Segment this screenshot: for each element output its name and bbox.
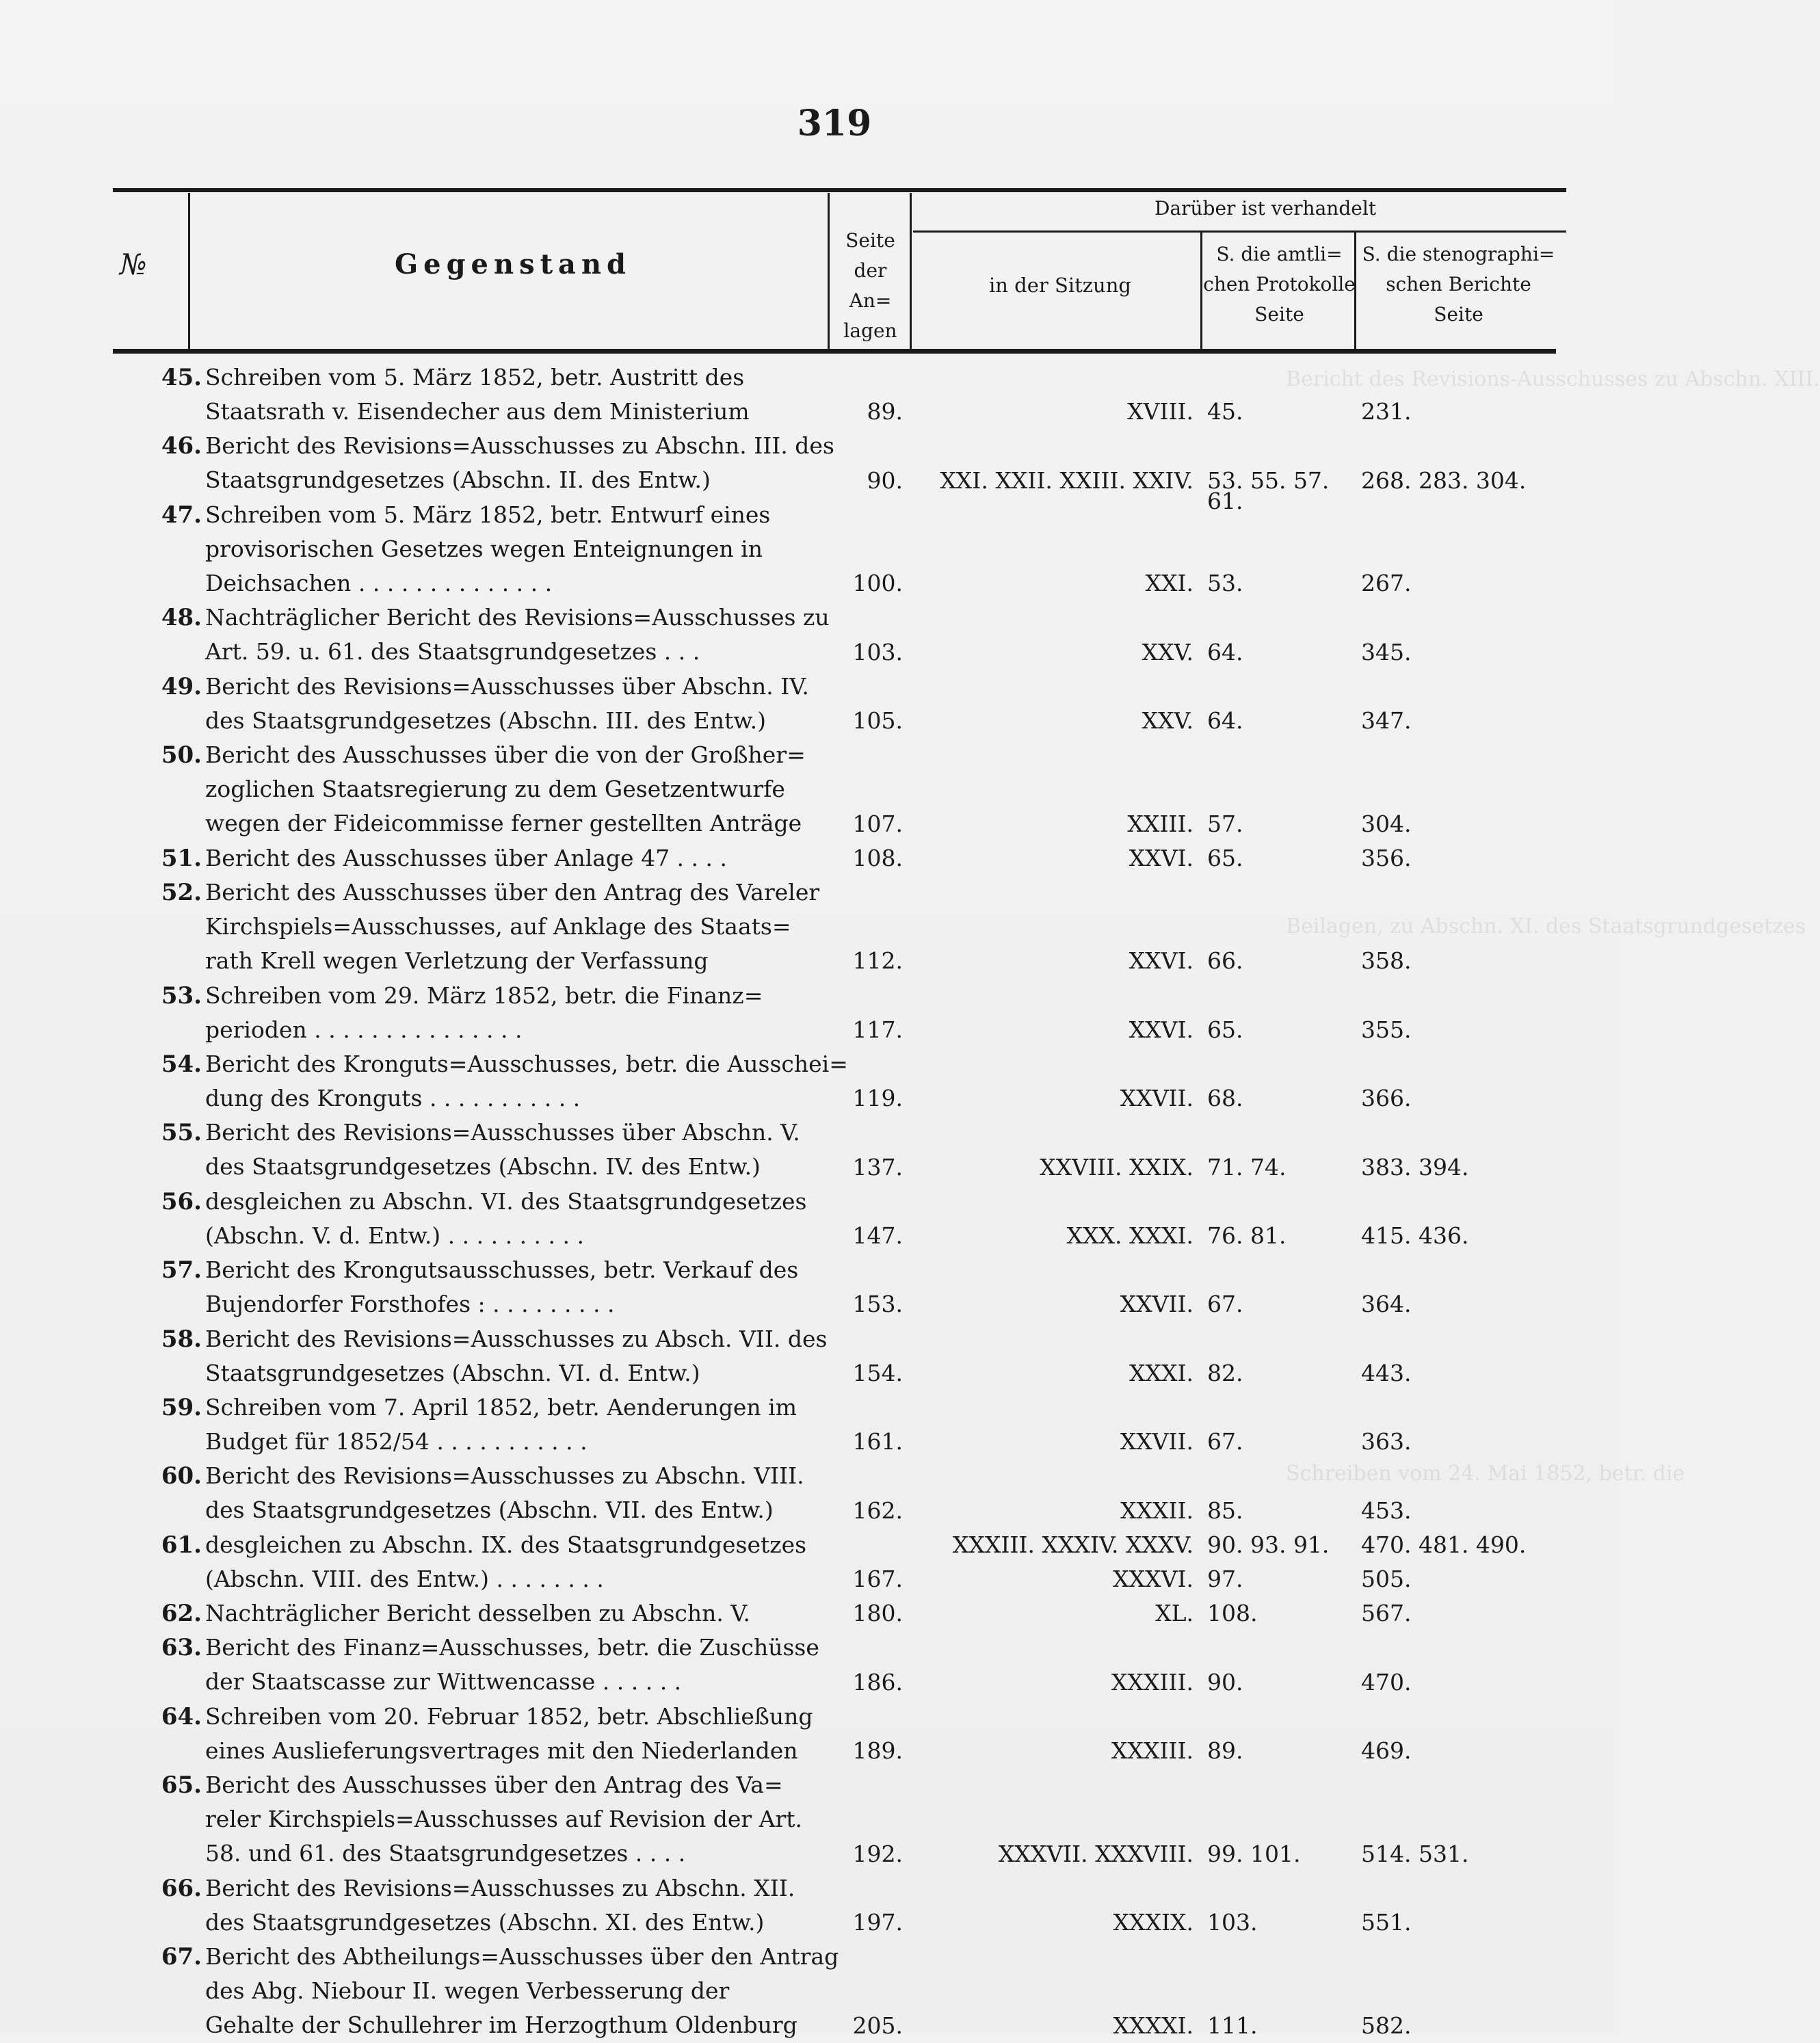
subject-line: 58. und 61. des Staatsgrundgesetzes . . . . — [205, 1840, 686, 1867]
seite-anlagen-cell: 205. — [852, 2012, 903, 2039]
sitzung-cell: XXVII. — [1120, 1428, 1193, 1455]
sitzung-cell: XXX. XXXI. — [1066, 1222, 1193, 1249]
steno-cell-cont: 505. — [1361, 1565, 1412, 1592]
seite-anlagen-cell: 186. — [852, 1668, 903, 1696]
sitzung-cell: XXXIII. — [1111, 1668, 1193, 1696]
entry-subject — [205, 429, 834, 497]
sitzung-cell: XXVIII. XXIX. — [1040, 1153, 1193, 1181]
protokolle-cell: 65. — [1207, 1016, 1243, 1043]
subject-line: Bericht des Revisions=Ausschusses über Abschn. IV. — [205, 672, 809, 700]
entry-number: 63. — [161, 1634, 202, 1662]
entry-number: 64. — [161, 1702, 202, 1730]
entry-number: 60. — [161, 1462, 202, 1490]
protokolle-cell: 68. — [1207, 1085, 1243, 1112]
protokolle-cell: 90. 93. 91. — [1207, 1531, 1330, 1558]
entry-number: 50. — [161, 741, 202, 769]
subject-line: Bericht des Revisions=Ausschusses zu Abschn. XII. — [205, 1874, 795, 1901]
protokolle-cell: 66. — [1207, 947, 1243, 975]
seite-anlagen-cell: 105. — [852, 707, 903, 734]
subject-line: des Staatsgrundgesetzes (Abschn. VII. des Entw.) — [205, 1497, 774, 1524]
subject-line: perioden . . . . . . . . . . . . . . . — [205, 1016, 523, 1043]
entry-subject — [205, 1253, 814, 1321]
header-steno: S. die stenographi= schen Berichte Seite — [1362, 243, 1555, 326]
page-number: 319 — [797, 103, 872, 144]
sitzung-cell: XXXVII. XXXVIII. — [998, 1840, 1193, 1867]
subject-line: desgleichen zu Abschn. VI. des Staatsgrundgesetzes — [205, 1187, 807, 1215]
entry-number: 47. — [161, 501, 202, 529]
seite-anlagen-cell: 189. — [852, 1737, 903, 1764]
subject-line: provisorischen Gesetzes wegen Enteignungen in — [205, 535, 763, 562]
entry-number: 59. — [161, 1394, 202, 1421]
protokolle-cell: 57. — [1207, 810, 1243, 837]
protokolle-cell: 82. — [1207, 1359, 1243, 1386]
subject-line: Bericht des Revisions=Ausschusses über Abschn. V. — [205, 1119, 800, 1146]
subject-line: Schreiben vom 29. März 1852, betr. die Finanz= — [205, 981, 763, 1009]
seite-anlagen-cell: 137. — [852, 1153, 903, 1181]
seite-anlagen-cell: 89. — [867, 398, 903, 425]
subject-line: Bericht des Revisions=Ausschusses zu Absch. VII. des — [205, 1325, 828, 1352]
sitzung-cell: XXVI. — [1129, 1016, 1193, 1043]
subject-line: Bericht des Finanz=Ausschusses, betr. die Zuschüsse — [205, 1634, 819, 1661]
entry-subject — [205, 979, 814, 1047]
entry-subject — [205, 1185, 814, 1253]
header-nr: № — [120, 248, 147, 281]
seite-anlagen-cell: 161. — [852, 1428, 903, 1455]
subject-line: Staatsgrundgesetzes (Abschn. VI. d. Entw.) — [205, 1359, 700, 1386]
sitzung-cell: XXXII. — [1120, 1497, 1193, 1524]
sitzung-cell: XXXI. — [1129, 1359, 1193, 1386]
steno-cell: 443. — [1361, 1359, 1412, 1386]
subject-line: Bericht des Ausschusses über den Antrag des Va= — [205, 1771, 783, 1799]
seite-anlagen-cell: 117. — [852, 1016, 903, 1043]
seite-anlagen-cell: 90. — [867, 466, 903, 494]
sitzung-cell: XXXIX. — [1113, 1908, 1193, 1936]
steno-cell: 358. — [1361, 947, 1412, 975]
subject-line: Bericht des Revisions=Ausschusses zu Abschn. VIII. — [205, 1462, 804, 1490]
sitzung-cell: XL. — [1155, 1600, 1193, 1627]
subject-line: des Staatsgrundgesetzes (Abschn. IV. des Entw.) — [205, 1153, 761, 1181]
seite-anlagen-cell: 112. — [852, 947, 903, 975]
subject-line: wegen der Fideicommisse ferner gestellten Anträge — [205, 810, 802, 837]
seite-anlagen-cell: 108. — [852, 844, 903, 871]
protokolle-cell: 67. — [1207, 1428, 1243, 1455]
steno-cell: 567. — [1361, 1600, 1412, 1627]
subject-line: Bericht des Ausschusses über Anlage 47 . . . . — [205, 844, 727, 871]
seite-anlagen-cell: 119. — [852, 1085, 903, 1112]
steno-cell: 363. — [1361, 1428, 1412, 1455]
sitzung-cell-cont: XXXVI. — [1113, 1565, 1193, 1592]
entry-number: 48. — [161, 604, 202, 632]
protokolle-cell: 90. — [1207, 1668, 1243, 1696]
subject-line: Schreiben vom 5. März 1852, betr. Austritt des — [205, 364, 745, 391]
header-seite-anlagen: Seite der An= lagen — [843, 229, 897, 342]
entry-subject — [205, 1940, 839, 2042]
column-divider — [188, 193, 190, 349]
entry-number: 61. — [161, 1531, 202, 1559]
subject-line: Bericht des Krongutsausschusses, betr. Verkauf des — [205, 1256, 799, 1284]
entry-subject — [205, 1528, 814, 1596]
header-gegenstand: Gegenstand — [394, 248, 632, 280]
subject-line: Bericht des Kronguts=Ausschusses, betr. die Ausschei= — [205, 1051, 848, 1077]
steno-cell: 231. — [1361, 398, 1412, 425]
column-divider — [828, 193, 830, 349]
sitzung-cell: XXVII. — [1120, 1085, 1193, 1112]
entry-number: 65. — [161, 1771, 202, 1800]
sitzung-cell: XXXXI. — [1113, 2012, 1193, 2039]
header-protokolle: S. die amtli= chen Protokolle Seite — [1203, 243, 1356, 326]
entry-subject — [205, 1116, 814, 1184]
protokolle-cell: 85. — [1207, 1497, 1243, 1524]
subject-line: Bericht des Ausschusses über die von der Großher= — [205, 741, 806, 769]
protokolle-cell: 111. — [1207, 2012, 1258, 2039]
sitzung-cell: XXVI. — [1129, 947, 1193, 975]
subject-line: Budget für 1852/54 . . . . . . . . . . . — [205, 1428, 588, 1455]
top-rule — [113, 188, 1566, 192]
protokolle-cell: 64. — [1207, 638, 1243, 665]
subject-line: eines Auslieferungsvertrages mit den Niederlanden — [205, 1737, 798, 1764]
seite-anlagen-cell: 153. — [852, 1291, 903, 1318]
subject-line: Nachträglicher Bericht desselben zu Abschn. V. — [205, 1600, 750, 1627]
protokolle-cell: 71. 74. — [1207, 1153, 1287, 1181]
steno-cell: 383. 394. — [1361, 1153, 1469, 1181]
entry-subject — [205, 1700, 814, 1768]
sitzung-cell: XXXIII. — [1111, 1737, 1193, 1764]
protokolle-cell: 64. — [1207, 707, 1243, 734]
entry-number: 56. — [161, 1187, 202, 1215]
document-page: Bericht des Revisions-Ausschusses zu Abschn. XIII. Beilagen, zu Abschn. XI. des Staatsgrundgesetzes Schreiben vom 24. Mai 1852, betr. die 319 № Gegenstand Seite der An= lagen Darüber ist verhandelt in der Sitzung S. die amtli= chen Protokolle Seite S. die stenographi= schen Berichte Seite 45. Schreiben vom 5. März 1852, betr. Austritt des Staatsrath v. Eisendecher aus dem Ministerium 89. XVIII. 45. 231. 46. Bericht des Revisions=Ausschusses zu Abschn. III. des Staatsgrundgesetzes (Abschn. II. des Entw.) 90. XXI. XXII. XXIII. XXIV. 53. 55. 57. 61. 268. 283. 304. 47. Schreiben vom 5. März 1852, betr. Entwurf eines provisorischen Gesetzes wegen Enteignungen in Deichsachen . . . . . . . . . . . . . . 100. XXI. 53. 267. 48. Nachträglicher Bericht des Revisions=Ausschusses zu Art. 59. u. 61. des Staatsgrundgesetzes . . . 103. XXV. 64. 345. 49. Bericht des Revisions=Ausschusses über Abschn. IV. des Staatsgrundgesetzes (Abschn. III. des Entw.) 105. XXV. 64. 347. 50. Bericht des Ausschusses über die von der Großher= zoglichen Staatsregierung zu dem Gesetzentwurfe wegen der Fideicommisse ferner gestellten Anträge 107. XXIII. 57. 304. 51. Bericht des Ausschusses über Anlage 47 . . . . 108. XXVI. 65. 356. 52. Bericht des Ausschusses über den Antrag des Vareler Kirchspiels=Ausschusses, auf Anklage des Staats= rath Krell wegen Verletzung der Verfassung 112. XXVI. 66. 358. 53. Schreiben vom 29. März 1852, betr. die Finanz= perioden . . . . . . . . . . . . . . . 117. XXVI. 65. 355. 54. Bericht des Kronguts=Ausschusses, betr. die Ausschei= dung des Kronguts . . . . . . . . . . . 119. XXVII. 68. 366. 55. Bericht des Revisions=Ausschusses über Abschn. V. des Staatsgrundgesetzes (Abschn. IV. des Entw.) 137. XXVIII. XXIX. 71. 74. 383. 394. 56. desgleichen zu Abschn. VI. des Staatsgrundgesetzes (Abschn. V. d. Entw.) . . . . . . . . . . 147. XXX. XXXI. 76. 81. 415. 436. 57. Bericht des Krongutsausschusses, betr. Verkauf des Bujendorfer Forsthofes : . . . . . . . . . 153. XXVII. 67. 364. 58. Bericht des Revisions=Ausschusses zu Absch. VII. des Staatsgrundgesetzes (Abschn. VI. d. Entw.) 154. XXXI. 82. 443. 59. Schreiben vom 7. April 1852, betr. Aenderungen im Budget für 1852/54 . . . . . . . . . . . 161. XXVII. 67. 363. 60. Bericht des Revisions=Ausschusses zu Abschn. VIII. des Staatsgrundgesetzes (Abschn. VII. des Entw.) 162. XXXII. 85. 453. 61. desgleichen zu Abschn. IX. des Staatsgrundgesetzes (Abschn. VIII. des Entw.) . . . . . . . . 167. XXXIII. XXXIV. XXXV. XXXVI. 90. 93. 91. 97. 470. 481. 490. 505. 62. Nachträglicher Bericht desselben zu Abschn. V. 180. XL. 108. 567. 63. Bericht des Finanz=Ausschusses, betr. die Zuschüsse der Staatscasse zur Wittwencasse . . . . . . 186. XXXIII. 90. 470. 64. Schreiben vom 20. Februar 1852, betr. Abschließung eines Auslieferungsvertrages mit den Niederlanden 189. XXXIII. 89. 469. 65. Bericht des Ausschusses über den Antrag des Va= reler Kirchspiels=Ausschusses auf Revision der Art. 58. und 61. des Staatsgrundgesetzes . . . . 192. XXXVII. XXXVIII. 99. 101. 514. 531. 66. Bericht des Revisions=Ausschusses zu Abschn. XII. des Staatsgrundgesetzes (Abschn. XI. des Entw.) 197. XXXIX. 103. 551. 67. Bericht des Abtheilungs=Ausschusses über den Antrag des Abg. Niebour II. wegen Verbesserung der Gehalte der Schullehrer im Herzogthum Oldenburg 205. XXXXI. 111. 582. — [0, 0, 1615, 2033]
entry-subject — [205, 1047, 848, 1116]
steno-cell: 345. — [1361, 638, 1412, 665]
subject-line: Bericht des Revisions=Ausschusses zu Abschn. III. des — [205, 432, 834, 460]
subject-line: Art. 59. u. 61. des Staatsgrundgesetzes . . . — [205, 638, 700, 665]
steno-cell: 469. — [1361, 1737, 1412, 1764]
subject-line: des Abg. Niebour II. wegen Verbesserung der — [205, 1977, 730, 2005]
seite-anlagen-cell: 100. — [852, 570, 903, 597]
header-bottom-rule — [113, 349, 1556, 354]
entry-number: 66. — [161, 1874, 202, 1902]
steno-cell: 268. 283. 304. — [1361, 466, 1527, 494]
subject-line: (Abschn. VIII. des Entw.) . . . . . . . . — [205, 1565, 604, 1592]
steno-cell: 366. — [1361, 1085, 1412, 1112]
column-divider — [910, 193, 912, 349]
steno-cell: 304. — [1361, 810, 1412, 837]
protokolle-cell: 76. 81. — [1207, 1222, 1287, 1249]
subject-line: der Staatscasse zur Wittwencasse . . . . . . — [205, 1668, 682, 1696]
subject-line: Schreiben vom 7. April 1852, betr. Aenderungen im — [205, 1394, 797, 1421]
entry-number: 46. — [161, 432, 202, 460]
seite-anlagen-cell: 107. — [852, 810, 903, 837]
protokolle-cell-cont: 97. — [1207, 1565, 1243, 1592]
entry-number: 52. — [161, 879, 202, 906]
entry-subject — [205, 1322, 828, 1390]
protokolle-cell: 53. 55. 57. — [1207, 466, 1330, 494]
header-sub-rule — [913, 230, 1566, 233]
seite-anlagen-cell: 192. — [852, 1840, 903, 1867]
sitzung-cell: XXVII. — [1120, 1291, 1193, 1318]
entry-subject — [205, 1596, 814, 1631]
protokolle-cell-cont: 61. — [1207, 487, 1243, 514]
entry-number: 49. — [161, 672, 202, 700]
entry-subject — [205, 738, 814, 841]
seite-anlagen-cell: 154. — [852, 1359, 903, 1386]
steno-cell: 267. — [1361, 570, 1412, 597]
entry-subject — [205, 601, 830, 669]
protokolle-cell: 108. — [1207, 1600, 1258, 1627]
steno-cell: 347. — [1361, 707, 1412, 734]
entry-subject — [205, 1390, 814, 1459]
entry-subject — [205, 1871, 814, 1940]
steno-cell: 355. — [1361, 1016, 1412, 1043]
subject-line: rath Krell wegen Verletzung der Verfassung — [205, 947, 709, 974]
subject-line: Kirchspiels=Ausschusses, auf Anklage des Staats= — [205, 913, 791, 940]
entry-subject — [205, 1631, 819, 1699]
seite-anlagen-cell: 103. — [852, 638, 903, 665]
sitzung-cell: XXV. — [1142, 707, 1193, 734]
subject-line: Staatsrath v. Eisendecher aus dem Ministerium — [205, 398, 750, 425]
entry-subject — [205, 1768, 814, 1871]
entry-number: 45. — [161, 364, 202, 391]
protokolle-cell: 53. — [1207, 570, 1243, 597]
header-daruber: Darüber ist verhandelt — [1154, 197, 1377, 220]
subject-line: (Abschn. V. d. Entw.) . . . . . . . . . . — [205, 1222, 584, 1249]
subject-line: Schreiben vom 5. März 1852, betr. Entwurf eines — [205, 501, 771, 528]
steno-cell: 453. — [1361, 1497, 1412, 1524]
subject-line: Deichsachen . . . . . . . . . . . . . . — [205, 569, 553, 596]
sitzung-cell: XXI. — [1145, 570, 1193, 597]
entry-number: 67. — [161, 1943, 202, 1971]
entry-number: 58. — [161, 1325, 202, 1353]
entry-number: 62. — [161, 1600, 202, 1628]
steno-cell: 470. — [1361, 1668, 1412, 1696]
subject-line: Staatsgrundgesetzes (Abschn. II. des Entw.) — [205, 466, 711, 494]
entry-subject — [205, 360, 814, 429]
seite-anlagen-cell: 180. — [852, 1600, 903, 1627]
protokolle-cell: 89. — [1207, 1737, 1243, 1764]
seite-anlagen-cell: 147. — [852, 1222, 903, 1249]
steno-cell: 364. — [1361, 1291, 1412, 1318]
subject-line: Bericht des Abtheilungs=Ausschusses über den Antrag — [205, 1943, 839, 1970]
entry-number: 53. — [161, 981, 202, 1010]
protokolle-cell: 67. — [1207, 1291, 1243, 1318]
steno-cell: 356. — [1361, 844, 1412, 871]
seite-anlagen-cell: 162. — [852, 1497, 903, 1524]
entry-number: 54. — [161, 1051, 202, 1078]
sitzung-cell: XXXIII. XXXIV. XXXV. — [952, 1531, 1193, 1558]
entry-subject — [205, 841, 814, 875]
subject-line: zoglichen Staatsregierung zu dem Gesetzentwurfe — [205, 776, 785, 803]
entry-subject — [205, 498, 814, 601]
entry-number: 55. — [161, 1119, 202, 1147]
protokolle-cell: 65. — [1207, 844, 1243, 871]
subject-line: Bujendorfer Forsthofes : . . . . . . . . . — [205, 1291, 615, 1318]
sitzung-cell: XVIII. — [1127, 398, 1193, 425]
protokolle-cell: 45. — [1207, 398, 1243, 425]
subject-line: Schreiben vom 20. Februar 1852, betr. Abschließung — [205, 1702, 813, 1730]
header-sitzung: in der Sitzung — [989, 274, 1131, 297]
subject-line: des Staatsgrundgesetzes (Abschn. III. des Entw.) — [205, 707, 766, 734]
steno-cell: 415. 436. — [1361, 1222, 1469, 1249]
subject-line: dung des Kronguts . . . . . . . . . . . — [205, 1085, 581, 1111]
entry-subject — [205, 1459, 814, 1527]
sitzung-cell: XXIII. — [1127, 810, 1193, 837]
protokolle-cell: 99. 101. — [1207, 1840, 1301, 1867]
entry-number: 51. — [161, 844, 202, 872]
seite-anlagen-cell: 167. — [852, 1565, 903, 1592]
steno-cell: 582. — [1361, 2012, 1412, 2039]
subject-line: des Staatsgrundgesetzes (Abschn. XI. des Entw.) — [205, 1908, 765, 1936]
entry-subject — [205, 875, 820, 978]
subject-line: desgleichen zu Abschn. IX. des Staatsgrundgesetzes — [205, 1531, 807, 1558]
entry-number: 57. — [161, 1256, 202, 1284]
sitzung-cell: XXVI. — [1129, 844, 1193, 871]
subject-line: Gehalte der Schullehrer im Herzogthum Oldenburg — [205, 2012, 797, 2039]
sitzung-cell: XXV. — [1142, 638, 1193, 665]
steno-cell: 514. 531. — [1361, 1840, 1469, 1867]
entry-subject — [205, 670, 814, 738]
steno-cell: 470. 481. 490. — [1361, 1531, 1527, 1558]
subject-line: reler Kirchspiels=Ausschusses auf Revision der Art. — [205, 1806, 803, 1833]
steno-cell: 551. — [1361, 1908, 1412, 1936]
protokolle-cell: 103. — [1207, 1908, 1258, 1936]
subject-line: Nachträglicher Bericht des Revisions=Ausschusses zu — [205, 604, 830, 631]
subject-line: Bericht des Ausschusses über den Antrag des Vareler — [205, 879, 820, 906]
sitzung-cell: XXI. XXII. XXIII. XXIV. — [940, 466, 1193, 494]
seite-anlagen-cell: 197. — [852, 1908, 903, 1936]
